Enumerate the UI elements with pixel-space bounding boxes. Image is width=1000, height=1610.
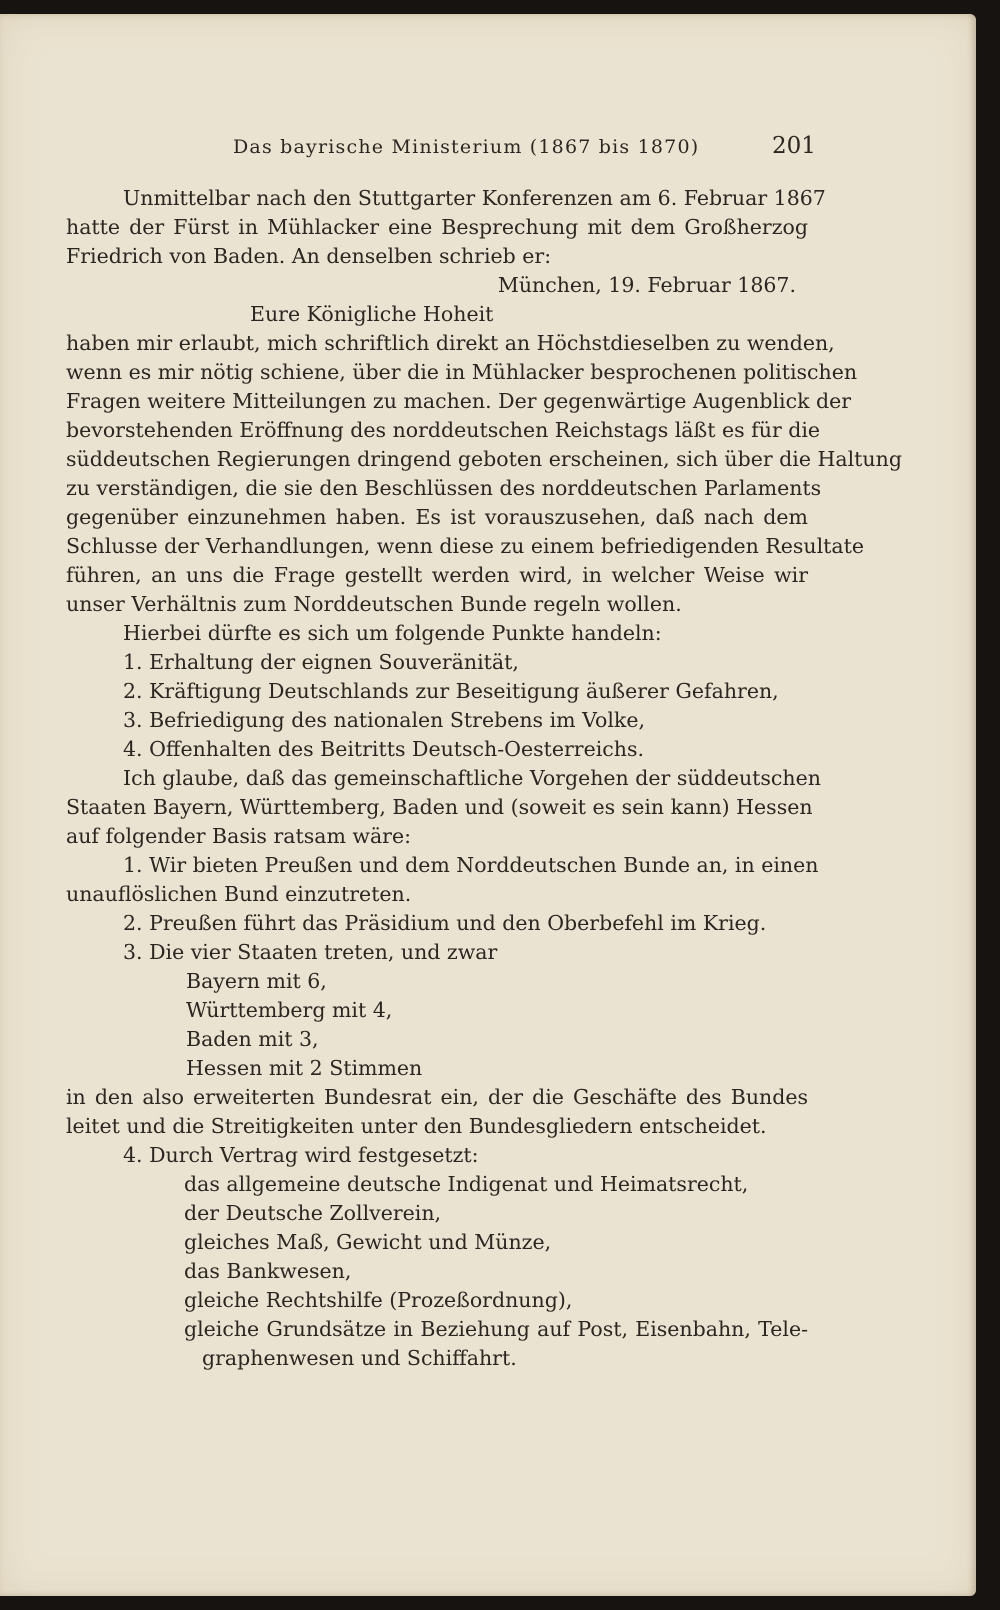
list-item: 1. Wir bieten Preußen und dem Norddeutschen Bunde an, in einen (123, 853, 819, 877)
text-line: unser Verhältnis zum Norddeutschen Bunde regeln wollen. (66, 592, 682, 616)
text-line: führen, an uns die Frage gestellt werden wird, in welcher Weise wir (66, 563, 808, 587)
text-line: leitet und die Streitigkeiten unter den Bundesgliedern entscheidet. (66, 1114, 767, 1138)
text-line: bevorstehenden Eröffnung des norddeutschen Reichstags läßt es für die (66, 418, 821, 442)
list-subitem: der Deutsche Zollverein, (184, 1201, 442, 1225)
list-item: 3. Befriedigung des nationalen Strebens im Volke, (123, 708, 645, 732)
page-number: 201 (772, 133, 816, 159)
list-item: 4. Offenhalten des Beitritts Deutsch-Oesterreichs. (123, 737, 644, 761)
list-item: 2. Preußen führt das Präsidium und den Oberbefehl im Krieg. (123, 911, 767, 935)
letter-salutation: Eure Königliche Hoheit (250, 302, 494, 326)
list-item: 1. Erhaltung der eignen Souveränität, (123, 650, 519, 674)
text-line: süddeutschen Regierungen dringend geboten erscheinen, sich über die Haltung (66, 447, 902, 471)
list-item: 2. Kräftigung Deutschlands zur Beseitigung äußerer Gefahren, (123, 679, 779, 703)
running-header: Das bayrische Ministerium (1867 bis 1870) (233, 136, 700, 158)
list-subitem: Baden mit 3, (186, 1027, 319, 1051)
text-line: haben mir erlaubt, mich schriftlich direkt an Höchstdieselben zu wenden, (66, 331, 835, 355)
text-line: unauflöslichen Bund einzutreten. (66, 882, 412, 906)
list-item: 3. Die vier Staaten treten, und zwar (123, 940, 498, 964)
letter-dateline: München, 19. Februar 1867. (497, 273, 796, 297)
list-subitem: Württemberg mit 4, (186, 998, 393, 1022)
list-item: 4. Durch Vertrag wird festgesetzt: (123, 1143, 479, 1167)
list-subitem: gleiche Grundsätze in Beziehung auf Post, Eisenbahn, Tele- (184, 1317, 808, 1341)
list-subitem: das allgemeine deutsche Indigenat und Heimatsrecht, (184, 1172, 749, 1196)
list-subitem: gleiches Maß, Gewicht und Münze, (184, 1230, 552, 1254)
text-line: Hierbei dürfte es sich um folgende Punkte handeln: (123, 621, 662, 645)
text-line: Schlusse der Verhandlungen, wenn diese zu einem befriedigenden Resultate (66, 534, 864, 558)
list-subitem: das Bankwesen, (184, 1259, 352, 1283)
body-text (66, 184, 902, 1373)
text-line: gegenüber einzunehmen haben. Es ist vorauszusehen, daß nach dem (66, 505, 808, 529)
text-line: Ich glaube, daß das gemeinschaftliche Vorgehen der süddeutschen (123, 766, 821, 790)
text-line: Staaten Bayern, Württemberg, Baden und (soweit es sein kann) Hessen (66, 795, 813, 819)
text-line: hatte der Fürst in Mühlacker eine Besprechung mit dem Großherzog (66, 215, 808, 239)
book-page (0, 14, 976, 1596)
text-line: Unmittelbar nach den Stuttgarter Konferenzen am 6. Februar 1867 (123, 186, 826, 210)
text-line: Fragen weitere Mitteilungen zu machen. Der gegenwärtige Augenblick der (66, 389, 852, 413)
list-subitem: Hessen mit 2 Stimmen (186, 1056, 423, 1080)
text-line: wenn es mir nötig schiene, über die in Mühlacker besprochenen politischen (66, 360, 858, 384)
text-line: in den also erweiterten Bundesrat ein, der die Geschäfte des Bundes (66, 1085, 808, 1109)
list-subitem: Bayern mit 6, (186, 969, 327, 993)
text-line: auf folgender Basis ratsam wäre: (66, 824, 412, 848)
text-line: zu verständigen, die sie den Beschlüssen des norddeutschen Parlaments (66, 476, 822, 500)
list-subitem: graphenwesen und Schiffahrt. (202, 1346, 517, 1370)
text-line: Friedrich von Baden. An denselben schrieb er: (66, 244, 552, 268)
list-subitem: gleiche Rechtshilfe (Prozeßordnung), (184, 1288, 573, 1312)
